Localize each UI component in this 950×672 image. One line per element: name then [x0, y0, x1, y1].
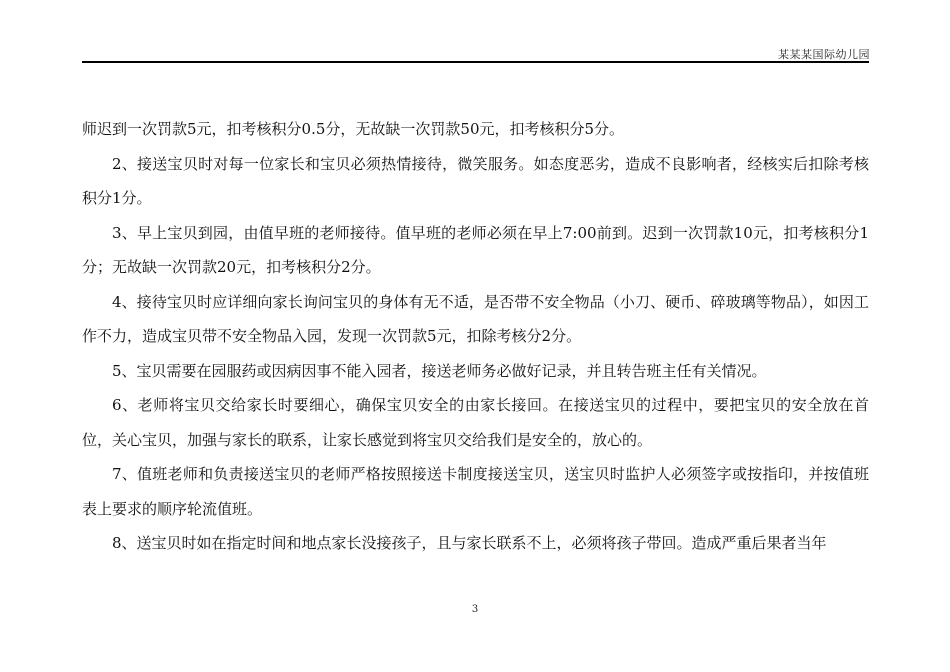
- paragraph-item-3: 3、早上宝贝到园，由值早班的老师接待。值早班的老师必须在早上7:00前到。迟到一次罚款10元，扣考核积分1分；无故缺一次罚款20元，扣考核积分2分。: [82, 223, 869, 276]
- paragraph-item-7: 7、值班老师和负责接送宝贝的老师严格按照接送卡制度接送宝贝，送宝贝时监护人必须签字或按指印，并按值班表上要求的顺序轮流值班。: [82, 465, 869, 518]
- header-divider: [82, 61, 869, 63]
- page-number: 3: [471, 604, 479, 615]
- paragraph-item-8: 8、送宝贝时如在指定时间和地点家长没接孩子，且与家长联系不上，必须将孩子带回。造成严重后果者当年: [112, 534, 827, 552]
- paragraph-item-6: 6、老师将宝贝交给家长时要细心，确保宝贝安全的由家长接回。在接送宝贝的过程中，要把宝贝的安全放在首位，关心宝贝，加强与家长的联系，让家长感觉到将宝贝交给我们是安全的，放心的。: [82, 396, 869, 449]
- document-body: [82, 112, 869, 561]
- paragraph-item-5: 5、宝贝需要在园服药或因病因事不能入园者，接送老师务必做好记录，并且转告班主任有关情况。: [112, 361, 767, 380]
- paragraph-item-2: 2、接送宝贝时对每一位家长和宝贝必须热情接待，微笑服务。如态度恶劣，造成不良影响者，经核实后扣除考核积分1分。: [82, 154, 869, 207]
- header-organization-name: 某某某国际幼儿园: [778, 48, 870, 61]
- paragraph-continuation: 师迟到一次罚款5元，扣考核积分0.5分，无故缺一次罚款50元，扣考核积分5分。: [82, 120, 625, 138]
- paragraph-item-4: 4、接待宝贝时应详细向家长询问宝贝的身体有无不适，是否带不安全物品（小刀、硬币、碎玻璃等物品），如因工作不力，造成宝贝带不安全物品入园，发现一次罚款5元，扣除考核分2分。: [82, 292, 869, 345]
